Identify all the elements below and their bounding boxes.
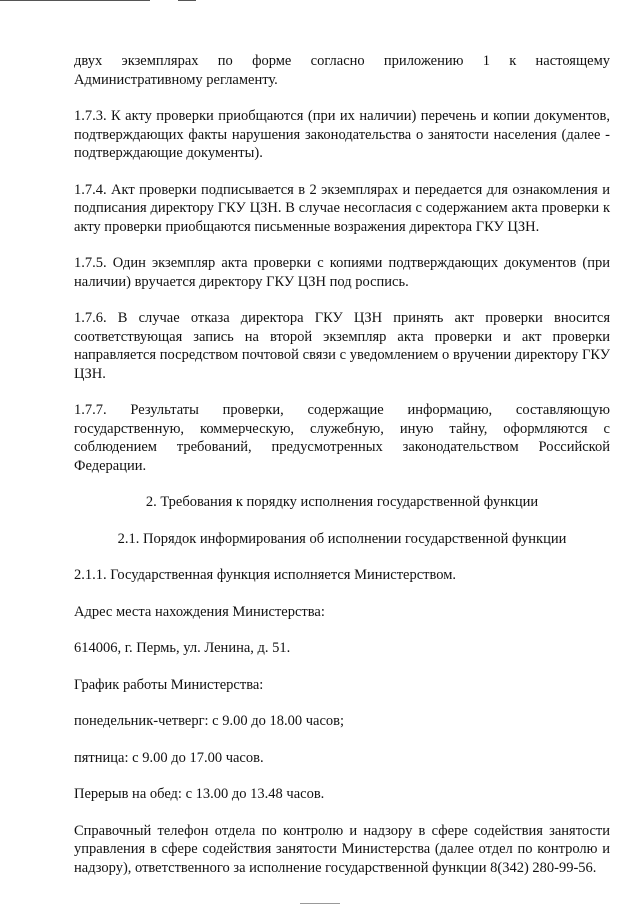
paragraph-continuation: двух экземплярах по форме согласно приложению 1 к настоящему Административному регламенту. xyxy=(74,53,610,88)
section-2-heading: 2. Требования к порядку исполнения государственной функции xyxy=(145,494,539,510)
paragraph-1-7-3: 1.7.3. К акту проверки приобщаются (при их наличии) перечень и копии документов, подтверждающих факты нарушения законодательства о занятости населения (далее - подтверждающие документы). xyxy=(74,108,610,161)
scan-artifact-bottom xyxy=(300,903,340,904)
paragraph-1-7-4: 1.7.4. Акт проверки подписывается в 2 экземплярах и передается для ознакомления и подписания директору ГКУ ЦЗН. В случае несогласия с содержанием акта проверки к акту проверки приобщаются письменные возражения директора ГКУ ЦЗН. xyxy=(74,181,610,235)
address-label: Адрес места нахождения Министерства: xyxy=(74,603,325,620)
paragraph-1-7-5: 1.7.5. Один экземпляр акта проверки с копиями подтверждающих документов (при наличии) вручается директору ГКУ ЦЗН под роспись. xyxy=(74,255,610,290)
section-2-1-heading: 2.1. Порядок информирования об исполнении государственной функции xyxy=(117,530,567,547)
schedule-mon-thu: понедельник-четверг: с 9.00 до 18.00 часов; xyxy=(74,713,345,729)
document-page xyxy=(74,52,610,895)
address-value: 614006, г. Пермь, ул. Ленина, д. 51. xyxy=(74,640,291,656)
scan-artifact-top-left xyxy=(0,0,150,1)
paragraph-1-7-6: 1.7.6. В случае отказа директора ГКУ ЦЗН принять акт проверки вносится соответствующая запись на второй экземпляр акта проверки и акт проверки направляется посредством почтовой связи с уведомлением о вручении директору ГКУ ЦЗН. xyxy=(74,310,610,382)
paragraph-2-1-1: 2.1.1. Государственная функция исполняется Министерством. xyxy=(74,567,457,583)
phone-paragraph: Справочный телефон отдела по контролю и надзору в сфере содействия занятости управления в сфере содействия занятости Министерства (далее отдел по контролю и надзору), ответственного за исполнение государственной функции 8(342) 280-99-56. xyxy=(74,822,610,876)
schedule-label: График работы Министерства: xyxy=(74,676,264,693)
paragraph-1-7-7: 1.7.7. Результаты проверки, содержащие информацию, составляющую государственную, коммерческую, служебную, иную тайну, оформляются с соблюдением требований, предусмотренных законодательством Российской Федерации. xyxy=(74,402,610,474)
lunch-break: Перерыв на обед: с 13.00 до 13.48 часов. xyxy=(74,786,325,802)
scan-artifact-top-right xyxy=(178,0,196,1)
schedule-fri: пятница: с 9.00 до 17.00 часов. xyxy=(74,749,264,766)
